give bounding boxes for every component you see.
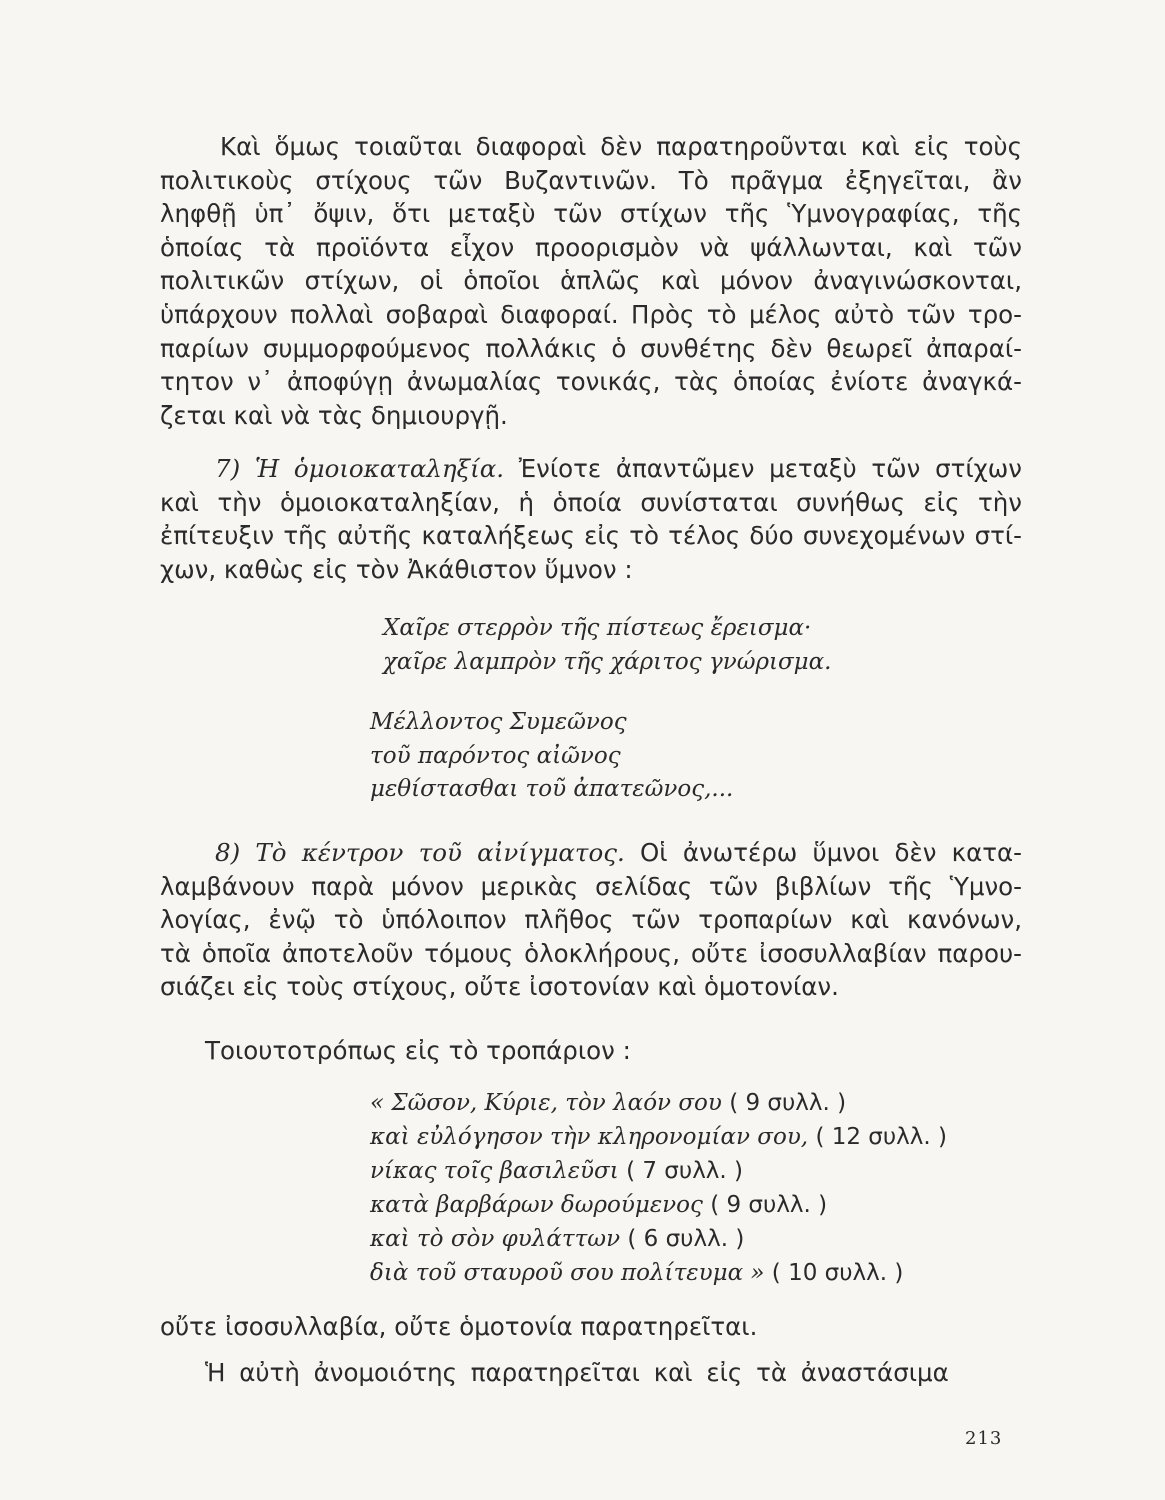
- text-line: [160, 452, 1022, 486]
- troparion-line: διὰ τοῦ σταυροῦ σου πολίτευμα » ( 10 συλλ. ): [370, 1260, 904, 1286]
- verse-line: Χαῖρε στερρὸν τῆς πίστεως ἔρεισμα·: [383, 615, 812, 641]
- text-line: πολιτικῶν στίχων, οἱ ὁποῖοι ἁπλῶς καὶ μόνον ἀναγινώσκονται,: [160, 266, 1022, 296]
- verse-line: τοῦ παρόντος αἰῶνος: [370, 742, 621, 769]
- conclusion-line: οὔτε ἰσοσυλλαβία, οὔτε ὁμοτονία παρατηρεῖται.: [160, 1312, 758, 1341]
- closing-line: Ἡ αὐτὴ ἀνομοιότης παρατηρεῖται καὶ εἰς τὰ ἀναστάσιμα: [205, 1358, 949, 1387]
- text-line: χων, καθὼς εἰς τὸν Ἀκάθιστον ὕμνον :: [160, 554, 633, 584]
- text-line: πολιτικοὺς στίχους τῶν Βυζαντινῶν. Τὸ πρᾶγμα ἐξηγεῖται, ἂν: [160, 165, 1022, 195]
- text-line: ἐπίτευξιν τῆς αὐτῆς καταλήξεως εἰς τὸ τέλος δύο συνεχομένων στί-: [160, 521, 1022, 551]
- troparion-line: « Σῶσον, Κύριε, τὸν λαόν σου ( 9 συλλ. ): [370, 1090, 847, 1116]
- text-line: ὁποίας τὰ προϊόντα εἶχον προορισμὸν νὰ ψάλλωνται, καὶ τῶν: [160, 232, 1022, 262]
- text-line: [160, 836, 1022, 870]
- page-number: 213: [965, 1428, 1003, 1449]
- paragraph-differences: [160, 130, 1022, 432]
- text-line: Καὶ ὅμως τοιαῦται διαφοραὶ δὲν παρατηροῦνται καὶ εἰς τοὺς: [220, 132, 1022, 161]
- troparion-line: καὶ εὐλόγησον τὴν κληρονομίαν σου, ( 12 συλλ. ): [370, 1124, 948, 1150]
- quoted-verse-symeon: [370, 706, 733, 807]
- troparion-verse: [370, 1086, 947, 1290]
- text-fragment: Ἐνίοτε ἀπαντῶμεν μεταξὺ τῶν στίχων: [518, 454, 1022, 483]
- text-line: παρίων συμμορφούμενος πολλάκις ὁ συνθέτης δὲν θεωρεῖ ἀπαραί-: [160, 333, 1022, 363]
- section-heading: 8) Τὸ κέντρον τοῦ αἰνίγματος.: [215, 838, 625, 867]
- syllable-count: ( 12 συλλ. ): [815, 1124, 948, 1150]
- text-line: ὑπάρχουν πολλαὶ σοβαραὶ διαφοραί. Πρὸς τὸ μέλος αὐτὸ τῶν τρο-: [160, 299, 1022, 329]
- text-line: τητον ν᾽ ἀποφύγῃ ἀνωμαλίας τονικάς, τὰς ὁποίας ἐνίοτε ἀναγκά-: [160, 367, 1022, 397]
- section-7-rhyme: [160, 452, 1022, 586]
- text-line: καὶ τὴν ὁμοιοκαταληξίαν, ἡ ὁποία συνίσταται συνήθως εἰς τὴν: [160, 487, 1022, 517]
- syllable-count: ( 9 συλλ. ): [729, 1090, 847, 1116]
- syllable-count: ( 6 συλλ. ): [627, 1226, 745, 1252]
- troparion-line: νίκας τοῖς βασιλεῦσι ( 7 συλλ. ): [370, 1158, 744, 1184]
- quoted-verse-akathist: [383, 612, 831, 679]
- syllable-count: ( 7 συλλ. ): [626, 1158, 744, 1184]
- text-line: ληφθῇ ὑπ᾽ ὄψιν, ὅτι μεταξὺ τῶν στίχων τῆς Ὑμνογραφίας, τῆς: [160, 199, 1022, 229]
- text-line: λογίας, ἐνῷ τὸ ὑπόλοιπον πλῆθος τῶν τροπαρίων καὶ κανόνων,: [160, 905, 1022, 935]
- text-line: ζεται καὶ νὰ τὰς δημιουργῇ.: [160, 400, 508, 430]
- verse-line: μεθίστασθαι τοῦ ἀπατεῶνος,...: [370, 776, 734, 802]
- syllable-count: ( 9 συλλ. ): [710, 1192, 828, 1218]
- section-heading: 7) Ἡ ὁμοιοκαταληξία.: [215, 454, 505, 483]
- syllable-count: ( 10 συλλ. ): [771, 1260, 904, 1286]
- text-line: λαμβάνουν παρὰ μόνον μερικὰς σελίδας τῶν βιβλίων τῆς Ὑμνο-: [160, 871, 1022, 901]
- troparion-line: καὶ τὸ σὸν φυλάττων ( 6 συλλ. ): [370, 1226, 745, 1252]
- verse-line: χαῖρε λαμπρὸν τῆς χάριτος γνώρισμα.: [383, 648, 832, 675]
- section-8-riddle: [160, 836, 1022, 1004]
- troparion-line: κατὰ βαρβάρων δωρούμενος ( 9 συλλ. ): [370, 1192, 828, 1218]
- text-fragment: Οἱ ἀνωτέρω ὕμνοι δὲν κατα-: [640, 838, 1022, 867]
- troparion-intro: Τοιουτοτρόπως εἰς τὸ τροπάριον :: [205, 1036, 631, 1065]
- verse-line: Μέλλοντος Συμεῶνος: [370, 709, 627, 735]
- text-line: τὰ ὁποῖα ἀποτελοῦν τόμους ὁλοκλήρους, οὔτε ἰσοσυλλαβίαν παρου-: [160, 938, 1022, 968]
- text-line: σιάζει εἰς τοὺς στίχους, οὔτε ἰσοτονίαν καὶ ὁμοτονίαν.: [160, 972, 839, 1002]
